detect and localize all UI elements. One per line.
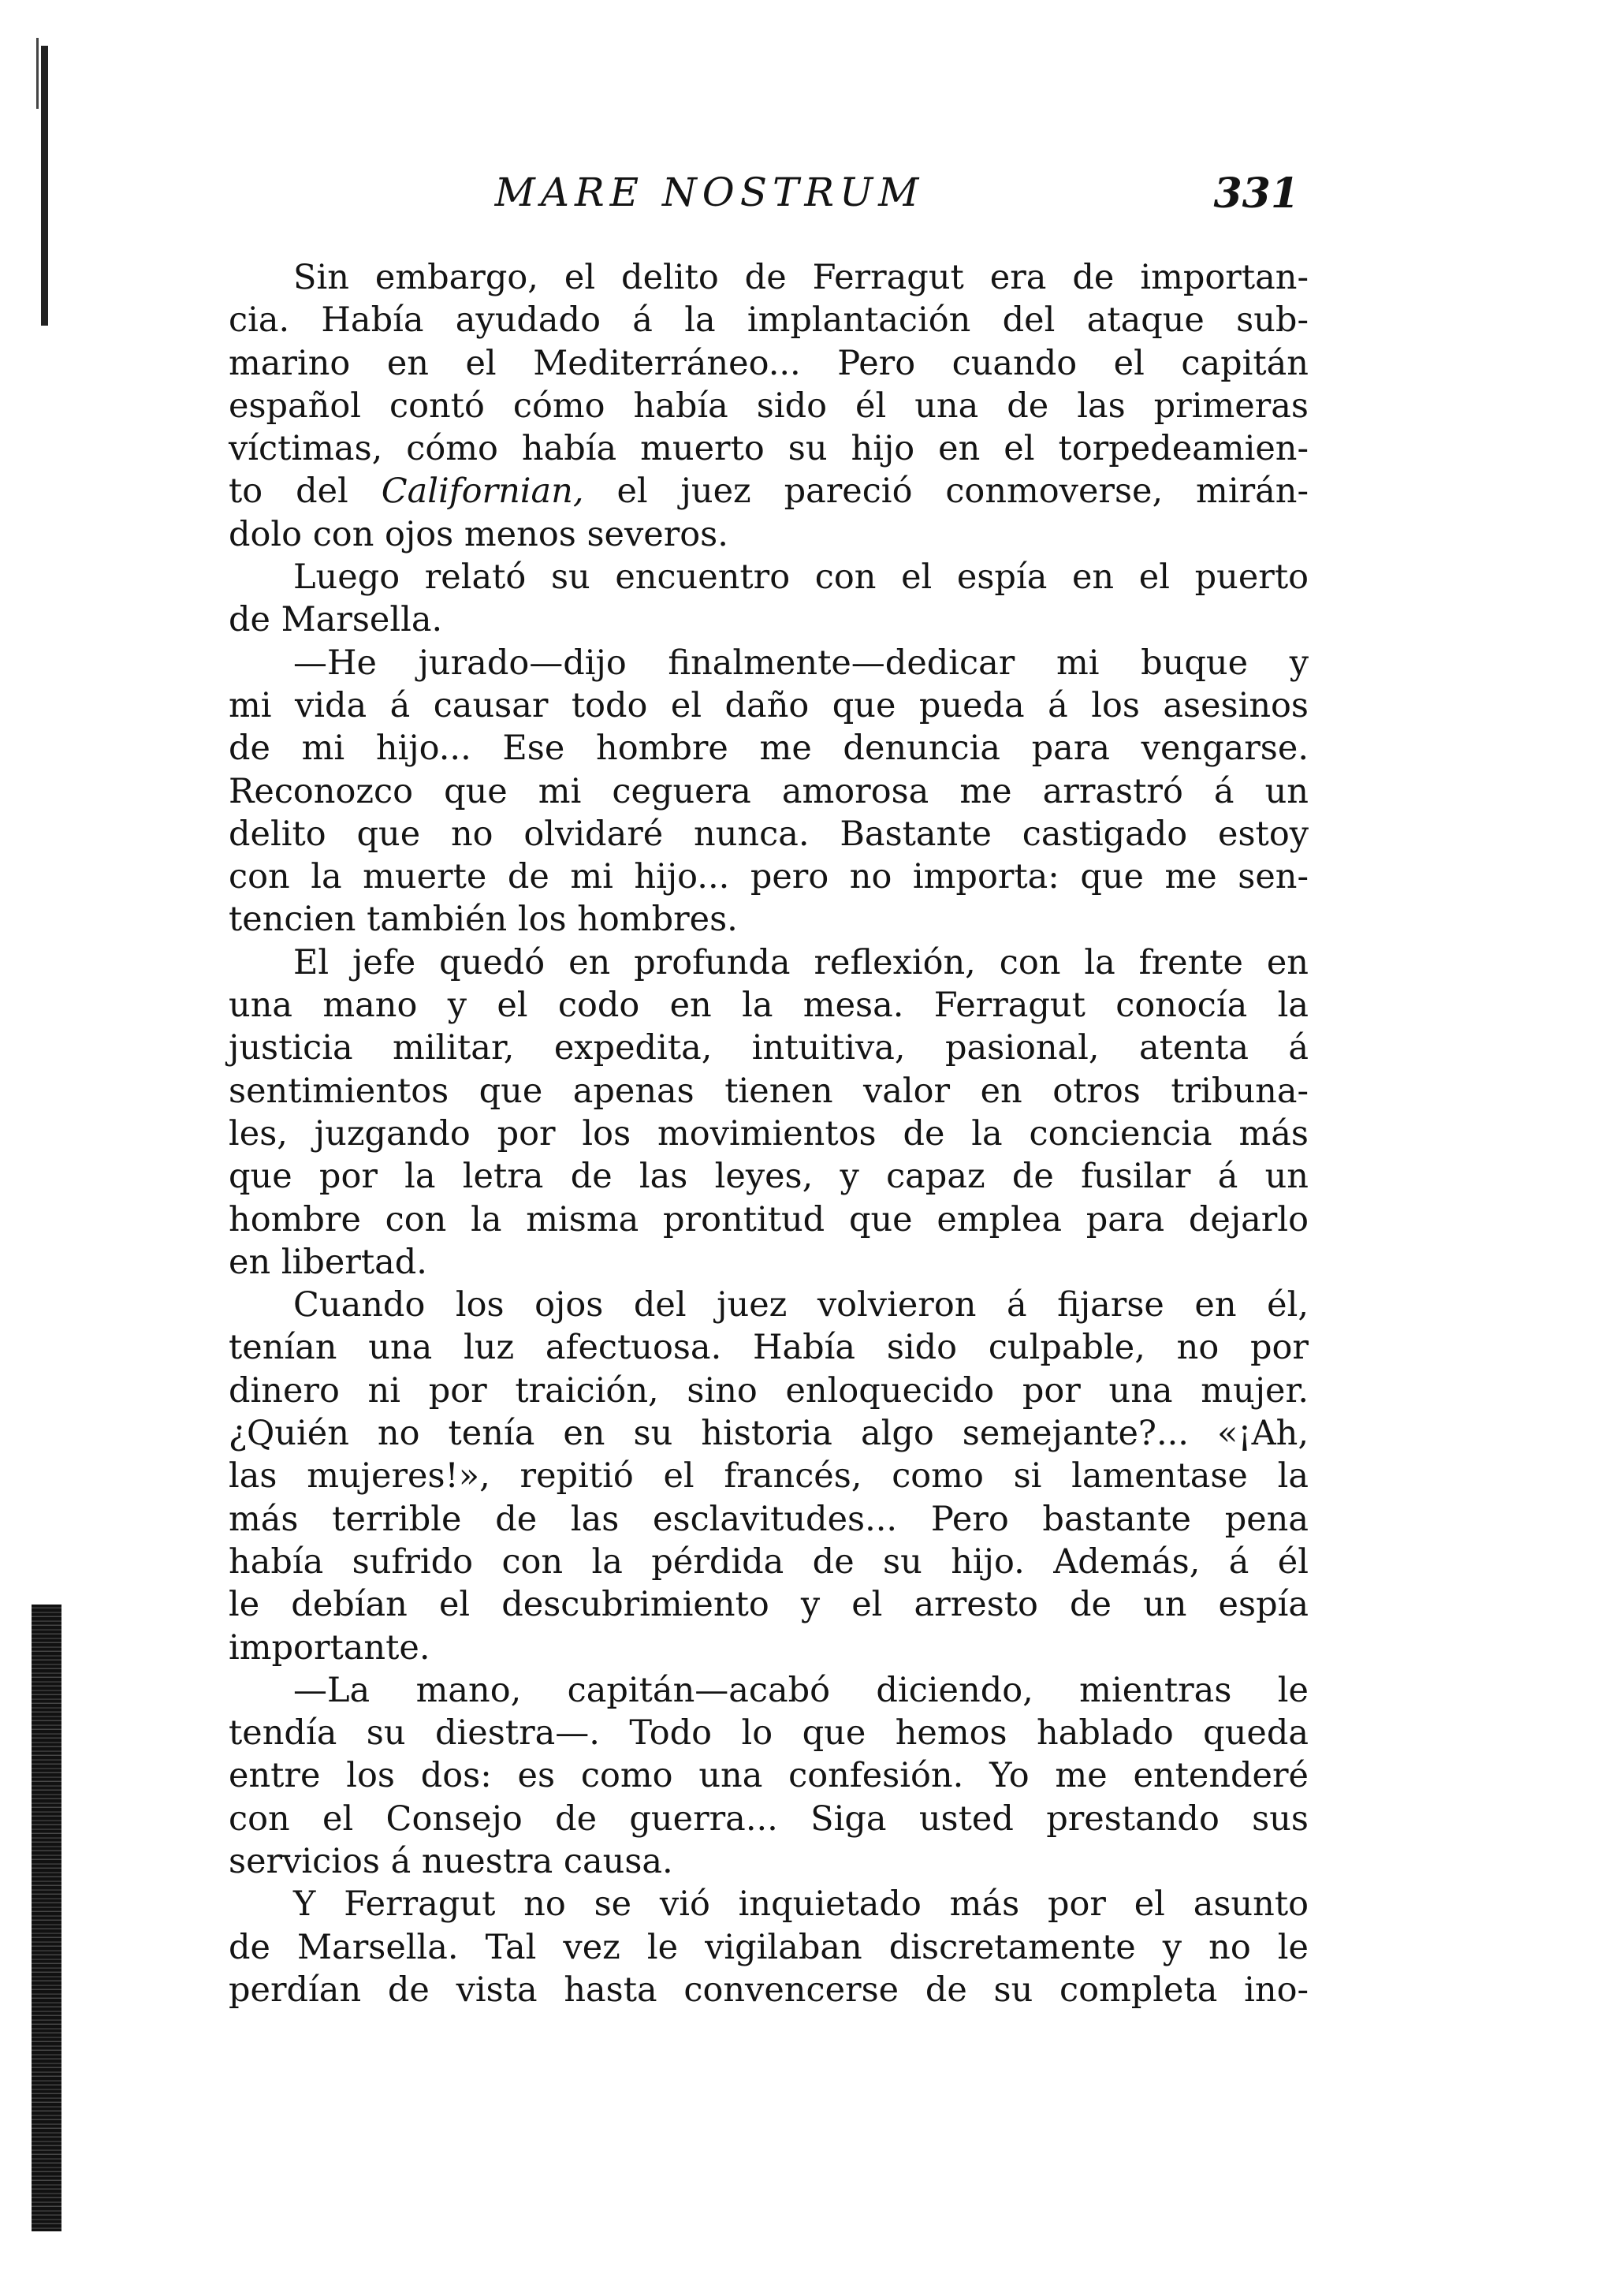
text-line: con el Consejo de guerra... Siga usted prestando sus [229,1798,1309,1839]
text-line: hombre con la misma prontitud que emplea para dejarlo [229,1199,1309,1239]
italic-title: Californian, [381,472,584,512]
text-segment: el juez pareció conmoverse, mirán- [583,472,1309,512]
text-line: servicios á nuestra causa. [229,1841,673,1881]
text-line: marino en el Mediterráneo... Pero cuando el capitán [229,343,1309,383]
text-line: mi vida á causar todo el daño que pueda á los asesinos [229,685,1309,725]
text-line: tendía su diestra—. Todo lo que hemos hablado queda [229,1713,1309,1754]
text-line: con la muerte de mi hijo... pero no importa: que me sen- [229,857,1309,897]
text-line: español contó cómo había sido él una de las primeras [229,386,1309,426]
text-line: ¿Quién no tenía en su historia algo semejante?... «¡Ah, [229,1414,1309,1454]
text-line: Reconozco que mi ceguera amorosa me arrastró á un [229,771,1309,811]
text-line: había sufrido con la pérdida de su hijo. Además, á él [229,1541,1309,1582]
text-line: justicia militar, expedita, intuitiva, pasional, atenta á [229,1028,1309,1068]
text-line: tencien también los hombres. [229,900,738,940]
text-line: víctimas, cómo había muerto su hijo en el torpedeamien- [229,429,1309,469]
text-line: sentimientos que apenas tienen valor en otros tribuna- [229,1071,1309,1111]
text-line: Y Ferragut no se vió inquietado más por el asunto [293,1884,1309,1925]
text-line: —He jurado—dijo finalmente—dedicar mi buque y [293,643,1309,683]
text-line: perdían de vista hasta convencerse de su completa ino- [229,1970,1309,2010]
text-line: tenían una luz afectuosa. Había sido culpable, no por [229,1328,1309,1368]
text-line: cia. Había ayudado á la implantación del ataque sub- [229,300,1309,341]
text-line: de Marsella. Tal vez le vigilaban discretamente y no le [229,1927,1309,1967]
text-line: Luego relató su encuentro con el espía en el puerto [293,557,1309,598]
text-line: una mano y el codo en la mesa. Ferragut conocía la [229,986,1309,1026]
text-line: las mujeres!», repitió el francés, como si lamentase la [229,1456,1309,1496]
text-line: de mi hijo... Ese hombre me denuncia para vengarse. [229,729,1309,769]
text-line [229,470,1309,512]
text-line: que por la letra de las leyes, y capaz de fusilar á un [229,1157,1309,1197]
body-text [229,256,1309,2011]
running-title: MARE NOSTRUM [494,170,925,215]
page-number: 331 [1213,170,1299,218]
text-line: importante. [229,1627,430,1668]
scan-edge-mark-top-thin [36,38,39,109]
text-line: más terrible de las esclavitudes... Pero bastante pena [229,1499,1309,1539]
text-line: entre los dos: es como una confesión. Yo me entenderé [229,1756,1309,1796]
text-line: delito que no olvidaré nunca. Bastante castigado estoy [229,814,1309,854]
text-line: le debían el descubrimiento y el arresto de un espía [229,1585,1309,1625]
page-header [229,170,1316,226]
scan-edge-mark-bottom [32,1605,61,2231]
text-line: Cuando los ojos del juez volvieron á fijarse en él, [293,1285,1309,1325]
text-segment: to del [229,472,382,512]
text-line: dolo con ojos menos severos. [229,514,728,554]
text-line: —La mano, capitán—acabó diciendo, mientras le [293,1670,1309,1710]
text-line: les, juzgando por los movimientos de la conciencia más [229,1113,1309,1154]
text-line: Sin embargo, el delito de Ferragut era de importan- [293,258,1309,297]
text-line: en libertad. [229,1242,427,1282]
text-line: dinero ni por traición, sino enloquecido por una mujer. [229,1370,1309,1411]
text-line: El jefe quedó en profunda reflexión, con la frente en [293,942,1309,982]
text-line: de Marsella. [229,600,443,640]
scan-edge-mark-top [41,46,48,326]
